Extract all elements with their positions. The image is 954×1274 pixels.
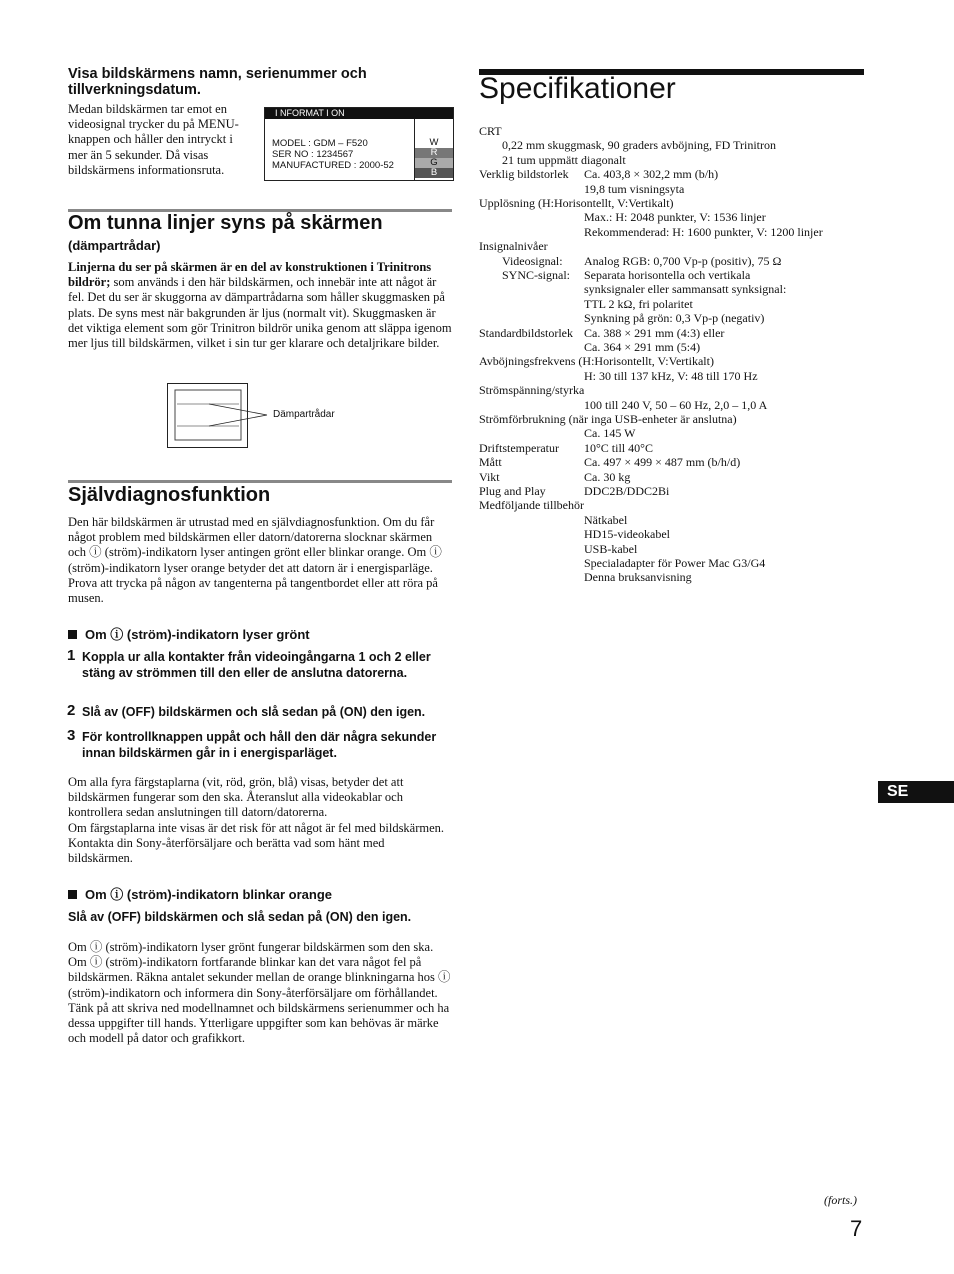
spec-cell-a: Driftstemperatur <box>479 440 559 455</box>
spec-cell-c: synksignaler eller sammansatt synksignal: <box>584 282 787 297</box>
spec-cell-a: Strömspänning/styrka <box>479 383 585 398</box>
green-heading-row <box>68 624 310 643</box>
color-g: G <box>415 158 453 168</box>
spec-cell-c: Denna bruksanvisning <box>584 570 692 585</box>
spec-cell-c: Ca. 30 kg <box>584 469 631 484</box>
spec-title: Specifikationer <box>479 72 676 105</box>
color-bar-labels <box>414 138 453 178</box>
spec-cell-c: 19,8 tum visningsyta <box>584 181 685 196</box>
step-text: Koppla ur alla kontakter från videoingångarna 1 och 2 eller stäng av strömmen till den eller de anslutna datorerna. <box>82 650 431 680</box>
lines-text: som används i den här bildskärmen, och innebär inte att något är fel. Det du ser är skuggorna av dämpartrådarna som håller skuggmasken på plats. De syns mest när bakgrunden är ljus (normalt vit). Skuggmasken är det viktiga element som gör Trinitron bildrör unika genom att släppa igenom mer ljus till bildskärmen, vilket i sin tur ger klarare och detaljrikare bilder. <box>68 275 452 351</box>
spec-cell-c: USB-kabel <box>584 541 638 556</box>
spec-cell-c: Ca. 403,8 × 302,2 mm (b/h) <box>584 167 719 182</box>
spec-cell-c: Nätkabel <box>584 512 628 527</box>
spec-cell-c: Rekommenderad: H: 1600 punkter, V: 1200 linjer <box>584 224 823 239</box>
orange-heading-row <box>68 884 332 903</box>
color-r: R <box>415 148 453 158</box>
section-rule <box>68 480 452 483</box>
info-box-title: I NFORMAT I ON <box>265 108 453 119</box>
lines-subheading: (dämpartrådar) <box>68 238 161 253</box>
language-tab: SE <box>878 781 954 803</box>
spec-cell-c: Ca. 145 W <box>584 426 636 441</box>
info-body: Medan bildskärmen tar emot en videosignal trycker du på MENU-knappen och håller den intryckt i mer än 5 sekunder. Då visas bildskärmens informationsruta. <box>68 102 239 177</box>
orange-heading: Om ⓘ (ström)-indikatorn blinkar orange <box>85 887 333 902</box>
green-after-text: Om alla fyra färgstaplarna (vit, röd, grön, blå) visas, betyder det att bildskärmen fungerar som den ska. Återanslut alla videokablar och kontrollera sedan anslutningen till datorn/datorerna. Om färgstaplarna inte visas är det risk för att något är fel med bildskärmen. Kontakta din Sony-återförsäljare och berätta vad som hänt med bildskärmen. <box>68 775 445 866</box>
green-heading: Om ⓘ (ström)-indikatorn lyser grönt <box>85 627 310 642</box>
spec-cell-c: Ca. 364 × 291 mm (5:4) <box>584 340 701 354</box>
spec-cell-c: H: 30 till 137 kHz, V: 48 till 170 Hz <box>584 368 758 383</box>
bullet-square-icon <box>68 630 77 639</box>
lines-body <box>68 260 452 351</box>
bullet-square-icon <box>68 890 77 899</box>
damper-wire-label: Dämpartrådar <box>273 409 335 420</box>
spec-cell-b: 0,22 mm skuggmask, 90 graders avböjning, FD Trinitron <box>502 138 777 153</box>
spec-cell-a: Insignalnivåer <box>479 239 548 254</box>
step-number: 3 <box>67 727 76 744</box>
info-manufactured: MANUFACTURED : 2000-52 <box>272 160 394 171</box>
diag-body: Den här bildskärmen är utrustad med en självdiagnosfunktion. Om du får något problem med bildskärmen eller datorn/datorerna slocknar skärmen och ⓘ (ström)-indikatorn lyser antingen grönt eller blinkar orange. Om ⓘ (ström)-indikatorn lyser orange betyder det att datorn är i energisparläge. Prova att trycka på någon av tangenterna på tangentbordet eller att röra på musen. <box>68 515 442 606</box>
spec-cell-c: Analog RGB: 0,700 Vp-p (positiv), 75 Ω <box>584 253 782 268</box>
spec-cell-c: Specialadapter för Power Mac G3/G4 <box>584 556 766 570</box>
lines-bold: Linjerna du ser på skärmen är en del av konstruktionen i Trinitrons bildrör; <box>68 260 432 290</box>
step-text: Slå av (OFF) bildskärmen och slå sedan på (ON) den igen. <box>82 705 426 719</box>
info-box-illustration <box>264 107 454 181</box>
spec-cell-a: Standardbildstorlek <box>479 325 573 340</box>
spec-cell-b: Videosignal: <box>502 253 563 268</box>
lines-heading: Om tunna linjer syns på skärmen <box>68 212 383 234</box>
spec-cell-c: Max.: H: 2048 punkter, V: 1536 linjer <box>584 210 766 225</box>
spec-cell-c: 10°C till 40°C <box>584 440 653 455</box>
step-number: 1 <box>67 647 76 664</box>
spec-cell-b: 21 tum uppmätt diagonalt <box>502 152 626 167</box>
orange-after-text: Om ⓘ (ström)-indikatorn lyser grönt fungerar bildskärmen som den ska. Om ⓘ (ström)-indikatorn fortfarande blinkar kan det vara något fel på bildskärmen. Räkna antalet sekunder mellan de orange blinkningarna hos ⓘ (ström)-indikatorn och informera din Sony-återförsäljare om förhållandet. Tänk på att skriva ned modellnamnet och bildskärmens serienummer och ha dessa uppgifter till hands. Ytterligare uppgifter som kan behövas är märke och modell på dator och grafikkort. <box>68 940 451 1046</box>
color-b: B <box>415 168 453 178</box>
spec-cell-a: Avböjningsfrekvens (H:Horisontellt, V:Vertikalt) <box>479 354 714 369</box>
page-number: 7 <box>850 1216 863 1241</box>
continued-note: (forts.) <box>824 1193 857 1207</box>
spec-cell-a: Medföljande tillbehör <box>479 498 584 513</box>
info-box-lines <box>272 138 394 171</box>
spec-cell-c: TTL 2 kΩ, fri polaritet <box>584 296 693 311</box>
spec-cell-c: HD15-videokabel <box>584 527 670 542</box>
spec-cell-a: Upplösning (H:Horisontellt, V:Vertikalt) <box>479 196 674 210</box>
info-serial: SER NO : 1234567 <box>272 149 354 160</box>
spec-cell-a: Mått <box>479 455 502 470</box>
step-number: 2 <box>67 702 76 719</box>
damper-wire-figure <box>167 383 367 449</box>
diag-heading: Självdiagnosfunktion <box>68 484 271 506</box>
color-w: W <box>415 138 453 148</box>
spec-cell-a: Verklig bildstorlek <box>479 167 569 182</box>
info-model: MODEL : GDM – F520 <box>272 138 368 149</box>
spec-cell-c: Separata horisontella och vertikala <box>584 268 751 282</box>
spec-cell-a: Plug and Play <box>479 484 546 498</box>
spec-cell-a: Strömförbrukning (när inga USB-enheter är anslutna) <box>479 412 737 426</box>
spec-cell-a: Vikt <box>479 469 500 484</box>
orange-bold: Slå av (OFF) bildskärmen och slå sedan på (ON) den igen. <box>68 910 412 924</box>
spec-cell-c: 100 till 240 V, 50 – 60 Hz, 2,0 – 1,0 A <box>584 397 768 412</box>
spec-cell-b: SYNC-signal: <box>502 268 571 282</box>
step-text: För kontrollknappen uppåt och håll den där några sekunder innan bildskärmen går in i energisparläget. <box>82 730 437 760</box>
spec-cell-c: Ca. 388 × 291 mm (4:3) eller <box>584 325 725 340</box>
spec-cell-c: DDC2B/DDC2Bi <box>584 484 670 498</box>
spec-cell-a: CRT <box>479 124 502 138</box>
spec-cell-c: Ca. 497 × 499 × 487 mm (b/h/d) <box>584 455 741 470</box>
spec-cell-c: Synkning på grön: 0,3 Vp-p (negativ) <box>584 311 765 326</box>
info-heading: Visa bildskärmens namn, serienummer och tillverkningsdatum. <box>68 66 367 98</box>
